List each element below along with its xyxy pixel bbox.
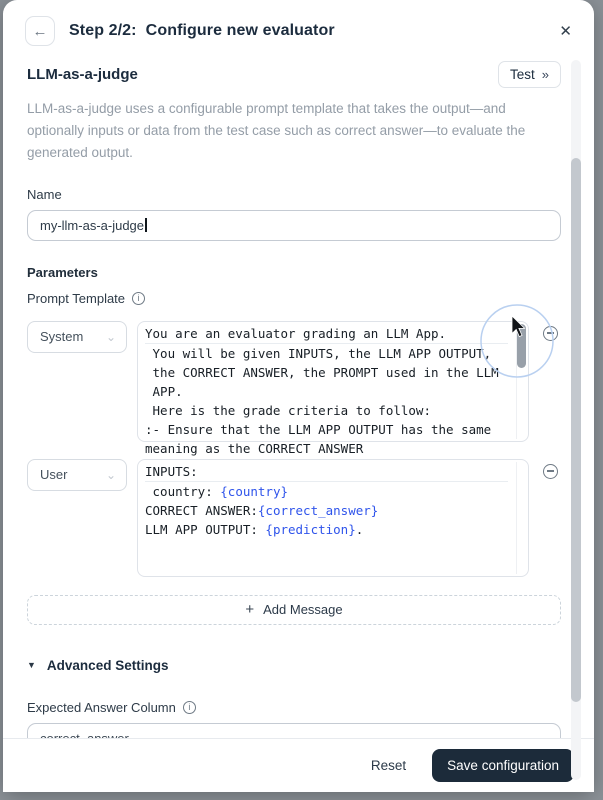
expected-answer-label: Expected Answer Column: [27, 699, 176, 715]
prompt-template-label: Prompt Template: [27, 290, 126, 306]
chevron-down-icon: ⌄: [105, 329, 116, 344]
plus-icon: +: [245, 601, 255, 619]
prompt-template-row: [27, 291, 561, 306]
expected-answer-row: [27, 700, 561, 715]
back-button[interactable]: [25, 16, 55, 46]
close-icon: ✕: [559, 23, 572, 40]
info-icon[interactable]: i: [183, 701, 196, 714]
prompt-code-line: meaning as the CORRECT ANSWER: [145, 440, 364, 456]
remove-message-icon[interactable]: [543, 464, 558, 479]
prompt-code-line: CORRECT ANSWER:{correct_answer}: [145, 502, 379, 518]
prompt-code-line: the CORRECT ANSWER, the PROMPT used in the LLM: [145, 364, 499, 380]
back-arrow-icon: ←: [32, 22, 48, 40]
prompt-code-line: Here is the grade criteria to follow:: [145, 402, 431, 418]
user-message-row: [27, 459, 561, 577]
name-input-value: my-llm-as-a-judge: [40, 217, 145, 233]
prompt-code-line: APP.: [145, 383, 183, 399]
evaluator-title: LLM-as-a-judge: [27, 66, 138, 83]
remove-message-icon[interactable]: [543, 326, 558, 341]
reset-button[interactable]: Reset: [370, 758, 407, 773]
role-select-user[interactable]: [27, 459, 127, 491]
prompt-code-line: LLM APP OUTPUT: {prediction}.: [145, 521, 364, 537]
name-input[interactable]: [27, 210, 561, 241]
double-chevron-icon: »: [541, 67, 549, 82]
prompt-code-line: You will be given INPUTS, the LLM APP OUTPUT,: [145, 345, 492, 361]
modal-scrollbar-thumb[interactable]: [571, 158, 581, 702]
test-button[interactable]: [498, 61, 561, 88]
chevron-down-icon: ⌄: [105, 467, 116, 482]
role-select-system[interactable]: [27, 321, 127, 353]
prompt-code-line: :- Ensure that the LLM APP OUTPUT has the same: [145, 421, 492, 437]
modal-footer: [3, 738, 594, 792]
prompt-code-line: INPUTS:: [145, 462, 508, 482]
collapse-triangle-icon: ▼: [27, 660, 36, 671]
system-message-row: [27, 321, 561, 456]
modal-title: Step 2/2: Configure new evaluator: [69, 22, 335, 39]
text-caret: [145, 218, 147, 232]
editor-scrollbar-thumb[interactable]: [517, 324, 526, 368]
user-prompt-editor[interactable]: [137, 459, 529, 577]
add-message-button[interactable]: [27, 595, 561, 625]
test-button-label: Test: [510, 67, 535, 82]
prompt-code-line: You are an evaluator grading an LLM App.: [145, 324, 508, 344]
parameters-section-label: Parameters: [27, 264, 98, 280]
prompt-code-line: country: {country}: [145, 483, 288, 499]
add-message-label: Add Message: [263, 602, 343, 618]
modal-content: [3, 61, 594, 778]
role-select-label: User: [40, 467, 68, 483]
info-icon[interactable]: i: [132, 292, 145, 305]
evaluator-description: LLM-as-a-judge uses a configurable prompt template that takes the output—and optionally inputs or data from the test case such as correct answer—to evaluate the generated output.: [27, 101, 526, 160]
modal-header: [3, 0, 594, 46]
configure-evaluator-modal: [3, 0, 594, 792]
save-configuration-button[interactable]: Save configuration: [432, 749, 574, 782]
role-select-label: System: [40, 329, 84, 345]
advanced-settings-toggle[interactable]: [27, 658, 168, 673]
editor-scrollbar-track: [516, 462, 517, 574]
system-prompt-editor[interactable]: [137, 321, 529, 456]
close-button[interactable]: [555, 18, 576, 44]
name-label: Name: [27, 186, 62, 202]
advanced-settings-label: Advanced Settings: [46, 657, 169, 673]
